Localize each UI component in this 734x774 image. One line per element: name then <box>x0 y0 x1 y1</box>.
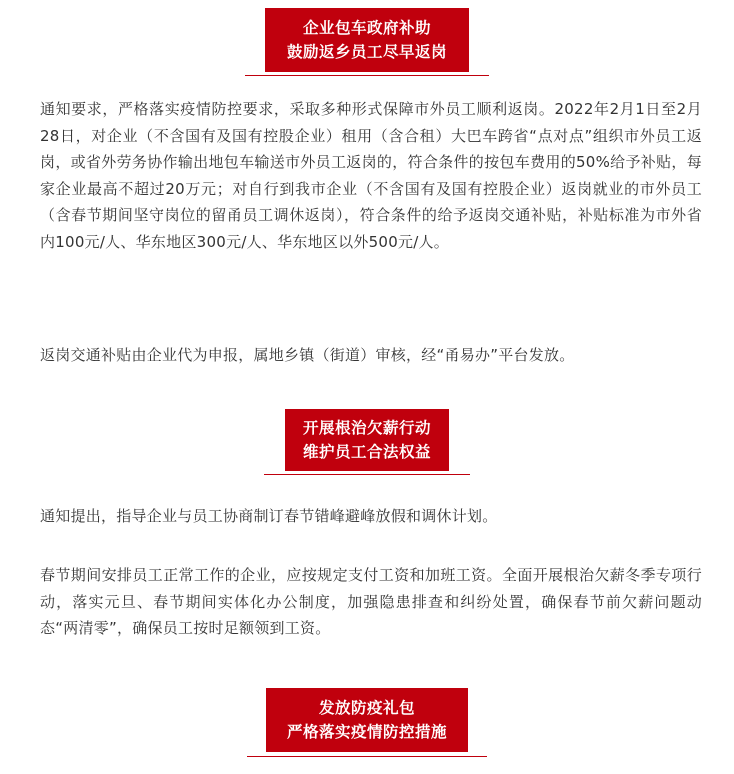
section-title-line1: 企业包车政府补助 <box>302 19 431 37</box>
section-title-line1: 开展根治欠薪行动 <box>302 419 431 437</box>
section-title-line1: 发放防疫礼包 <box>318 699 415 717</box>
paragraph: 春节期间安排员工正常工作的企业，应按规定支付工资和加班工资。全面开展根治欠薪冬季专项行动，落实元旦、春节期间实体化办公制度，加强隐患排查和纠纷处置，确保春节前欠薪问题动态“两清零”，确保员工按时足额领到工资。 <box>40 566 702 637</box>
section-title-box <box>285 409 449 471</box>
paragraph: 通知提出，指导企业与员工协商制订春节错峰避峰放假和调休计划。 <box>40 507 498 525</box>
header-underline <box>245 75 489 76</box>
section-title-line2: 鼓励返乡员工尽早返岗 <box>286 43 447 61</box>
section-title-line2: 严格落实疫情防控措施 <box>286 723 447 741</box>
paragraph: 返岗交通补贴由企业代为申报，属地乡镇（街道）审核，经“甬易办”平台发放。 <box>40 346 575 364</box>
section-title-box <box>265 8 469 72</box>
section-title-line2: 维护员工合法权益 <box>302 443 431 461</box>
paragraph: 通知要求，严格落实疫情防控要求，采取多种形式保障市外员工顺利返岗。2022年2月1日至2月28日，对企业（不含国有及国有控股企业）租用（含合租）大巴车跨省“点对点”组织市外员工返岗，或省外劳务协作输出地包车输送市外员工返岗的，符合条件的按包车费用的50%给予补贴，每家企业最高不超过20万元；对自行到我市企业（不含国有及国有控股企业）返岗就业的市外员工（含春节期间坚守岗位的留甬员工调休返岗），符合条件的给予返岗交通补贴，补贴标准为市外省内100元/人、华东地区300元/人、华东地区以外500元/人。 <box>40 100 702 251</box>
header-underline <box>264 474 470 475</box>
header-underline <box>247 756 487 757</box>
section-title-box <box>266 688 468 752</box>
